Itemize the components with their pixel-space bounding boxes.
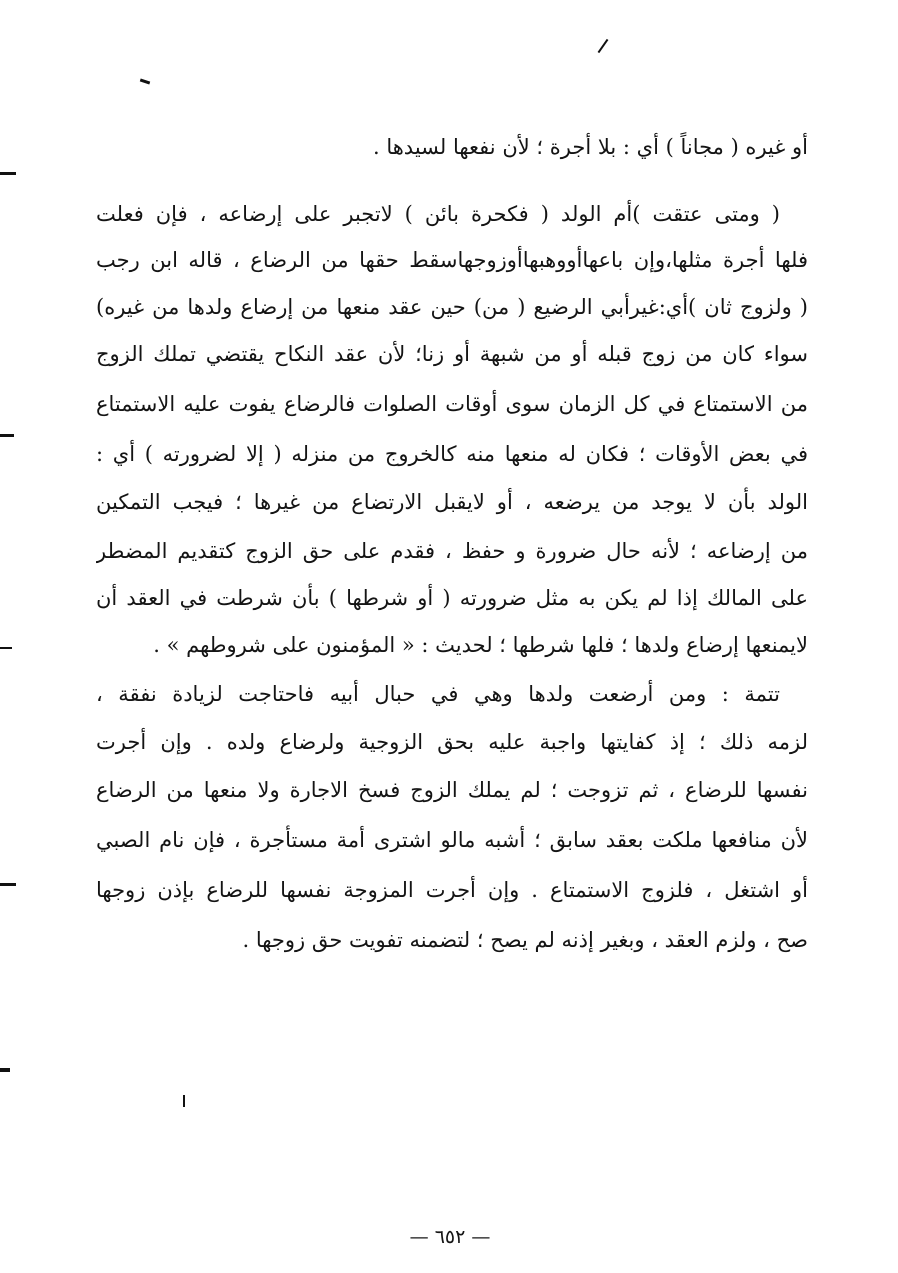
scan-mark [0, 1068, 10, 1072]
scan-mark [0, 172, 16, 175]
text-line: أو اشتغل ، فلزوج الاستمتاع . وإن أجرت المزوجة نفسها للرضاع بإذن زوجها [96, 878, 808, 902]
scan-mark [0, 434, 14, 437]
text-line: لايمنعها إرضاع ولدها ؛ فلها شرطها ؛ لحديث : « المؤمنون على شروطهم » . [153, 633, 808, 657]
text-line: لزمه ذلك ؛ إذ كفايتها واجبة عليه بحق الزوجية ولرضاع ولده . وإن أجرت [96, 730, 808, 754]
text-line: على المالك إذا لم يكن به مثل ضرورته ( أو شرطها ) بأن شرطت في العقد أن [96, 586, 808, 610]
text-line: أو غيره ( مجاناً ) أي : بلا أجرة ؛ لأن نفعها لسيدها . [372, 135, 808, 159]
scan-mark [0, 883, 16, 886]
scan-mark [598, 39, 609, 53]
scan-mark [140, 79, 150, 85]
scan-mark [183, 1095, 185, 1107]
page-number: — ٦٥٢ — [409, 1226, 491, 1248]
text-line: الولد بأن لا يوجد من يرضعه ، أو لايقبل الارتضاع من غيرها ؛ فيجب التمكين [96, 490, 808, 514]
text-line: ( ولزوج ثان )أي:غيرأبي الرضيع ( من) حين عقد منعها من إرضاع ولدها من غيره) [96, 295, 808, 319]
text-line: لأن منافعها ملكت بعقد سابق ؛ أشبه مالو اشترى أمة مستأجرة ، فإن نام الصبي [96, 828, 808, 852]
text-line: صح ، ولزم العقد ، وبغير إذنه لم يصح ؛ لتضمنه تفويت حق زوجها . [242, 928, 808, 952]
scan-mark [0, 647, 12, 649]
text-line: من الاستمتاع في كل الزمان سوى أوقات الصلوات فالرضاع يفوت عليه الاستمتاع [96, 392, 808, 416]
text-line: نفسها للرضاع ، ثم تزوجت ؛ لم يملك الزوج فسخ الاجارة ولا منعها من الرضاع [96, 778, 808, 802]
text-line: في بعض الأوقات ؛ فكان له منعها منه كالخروج من منزله ( إلا لضرورته ) أي : [96, 442, 808, 466]
text-line: فلها أجرة مثلها،وإن باعهاأووهبهاأوزوجهاسقط حقها من الرضاع ، قاله ابن رجب [96, 248, 808, 272]
text-line: ( ومتى عتقت )أم الولد ( فكحرة بائن ) لاتجبر على إرضاعه ، فإن فعلت [96, 202, 780, 226]
text-line: تتمة : ومن أرضعت ولدها وهي في حبال أبيه فاحتاجت لزيادة نفقة ، [96, 682, 780, 706]
text-line: من إرضاعه ؛ لأنه حال ضرورة و حفظ ، فقدم على حق الزوج كتقديم المضطر [96, 539, 808, 563]
text-line: سواء كان من زوج قبله أو من شبهة أو زنا؛ لأن عقد النكاح يقتضي تملك الزوج [96, 342, 808, 366]
